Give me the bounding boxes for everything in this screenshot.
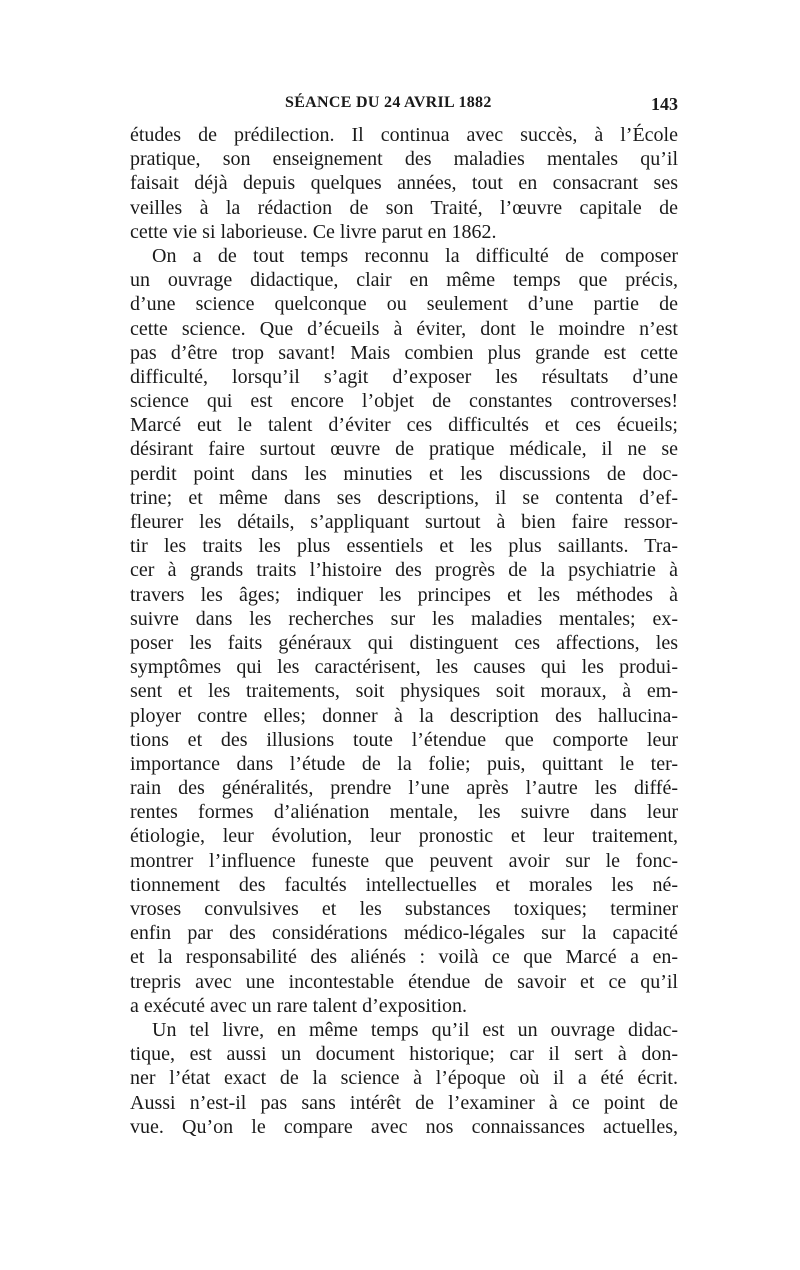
text-line: trine; et même dans ses descriptions, il se contenta d’ef- [130,486,678,509]
text-line: faisait déjà depuis quelques années, tout en consacrant ses [130,172,678,195]
text-line: cette science. Que d’écueils à éviter, dont le moindre n’est [130,317,678,340]
text-line: rentes formes d’aliénation mentale, les suivre dans leur [130,801,678,824]
text-line: et la responsabilité des aliénés : voilà ce que Marcé a en- [130,946,678,969]
text-line: symptômes qui les caractérisent, les causes qui les produi- [130,656,678,679]
text-line: a exécuté avec un rare talent d’exposition. [130,994,468,1017]
text-line: tir les traits les plus essentiels et les plus saillants. Tra- [130,535,678,558]
text-line: Marcé eut le talent d’éviter ces difficultés et ces écueils; [130,414,678,437]
body-text [130,123,678,1139]
text-line: fleurer les détails, s’appliquant surtout à bien faire ressor- [130,511,678,533]
text-line: pas d’être trop savant! Mais combien plus grande est cette [130,341,678,364]
text-line: pratique, son enseignement des maladies mentales qu’il [130,148,678,171]
text-line: montrer l’influence funeste que peuvent avoir sur le fonc- [130,849,678,872]
text-line: veilles à la rédaction de son Traité, l’œuvre capitale de [130,196,678,219]
text-line: sent et les traitements, soit physiques soit moraux, à em- [130,680,678,703]
text-line: science qui est encore l’objet de constantes controverses! [130,390,678,413]
text-line: importance dans l’étude de la folie; puis, quittant le ter- [130,752,678,775]
text-line: tique, est aussi un document historique; car il sert à don- [130,1043,678,1066]
text-line: ployer contre elles; donner à la description des hallucina- [130,704,678,727]
text-line: cette vie si laborieuse. Ce livre parut en 1862. [130,220,497,243]
text-line: On a de tout temps reconnu la difficulté de composer [152,244,678,267]
text-line: suivre dans les recherches sur les maladies mentales; ex- [130,607,678,630]
text-line: trepris avec une incontestable étendue de savoir et ce qu’il [130,970,678,993]
text-line: un ouvrage didactique, clair en même temps que précis, [130,269,678,292]
text-line: ner l’état exact de la science à l’époque où il a été écrit. [130,1067,678,1090]
page-number: 143 [651,94,678,114]
text-line: tionnement des facultés intellectuelles et morales les né- [130,873,678,896]
text-line: vroses convulsives et les substances toxiques; terminer [130,898,678,920]
text-line: désirant faire surtout œuvre de pratique médicale, il ne se [130,438,678,461]
text-line: études de prédilection. Il continua avec succès, à l’École [130,124,678,146]
text-line: travers les âges; indiquer les principes et les méthodes à [130,583,678,606]
text-line: Aussi n’est-il pas sans intérêt de l’examiner à ce point de [130,1091,678,1114]
text-line: rain des généralités, prendre l’une après l’autre les diffé- [130,777,678,800]
header-title: SÉANCE DU 24 AVRIL 1882 [285,94,492,111]
text-line: d’une science quelconque ou seulement d’une partie de [130,293,678,316]
text-line: cer à grands traits l’histoire des progrès de la psychiatrie à [130,559,678,582]
text-line: étiologie, leur évolution, leur pronostic et leur traitement, [130,825,678,848]
text-line: poser les faits généraux qui distinguent ces affections, les [130,631,678,654]
text-line: Un tel livre, en même temps qu’il est un ouvrage didac- [152,1018,678,1041]
text-line: tions et des illusions toute l’étendue que comporte leur [130,728,678,751]
text-line: difficulté, lorsqu’il s’agit d’exposer les résultats d’une [130,365,678,388]
text-line: perdit point dans les minuties et les discussions de doc- [130,462,678,485]
text-line: vue. Qu’on le compare avec nos connaissances actuelles, [130,1115,678,1138]
running-header [130,94,678,114]
text-line: enfin par des considérations médico-légales sur la capacité [130,922,678,945]
